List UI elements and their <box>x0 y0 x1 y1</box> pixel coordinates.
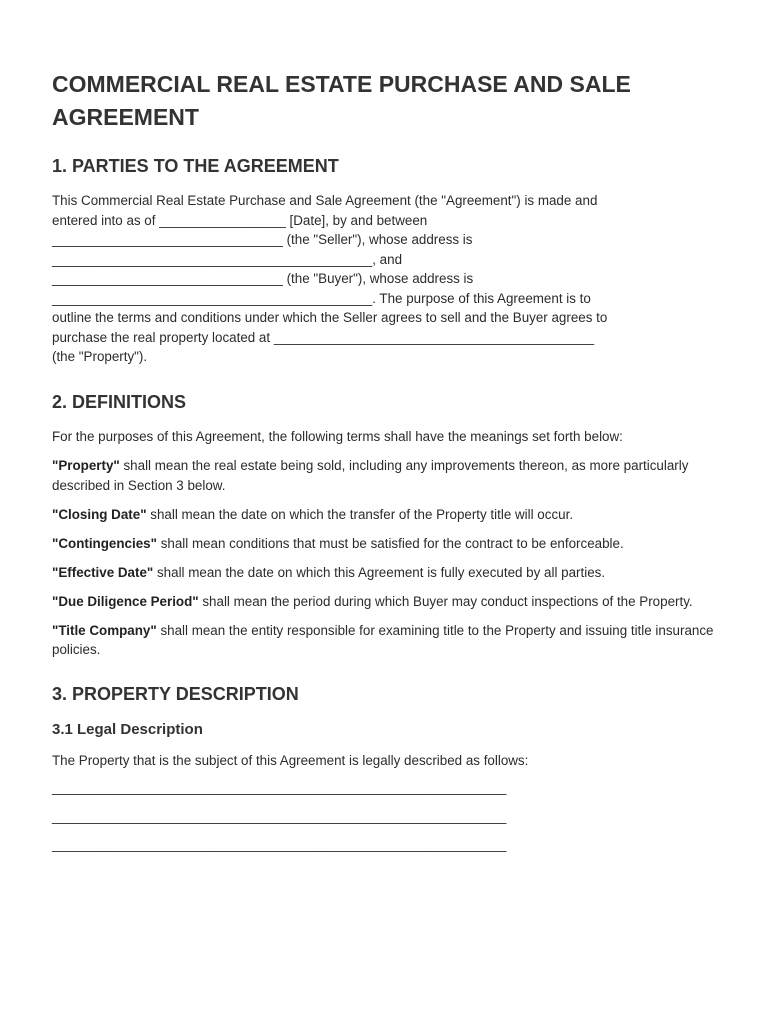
definition-item <box>52 456 722 495</box>
definition-term: "Title Company" <box>52 622 157 638</box>
legal-description-intro: The Property that is the subject of this Agreement is legally described as follows: <box>52 752 529 768</box>
section-2-heading: 2. DEFINITIONS <box>52 391 187 412</box>
definition-term: "Due Diligence Period" <box>52 593 199 609</box>
parties-paragraph <box>52 191 722 367</box>
legal-description-blank-line[interactable]: _____________________________________________________________ <box>52 808 507 824</box>
definition-term: "Contingencies" <box>52 535 157 551</box>
definitions-list <box>52 456 722 660</box>
definitions-intro: For the purposes of this Agreement, the following terms shall have the meanings set forth below: <box>52 428 623 444</box>
definition-text: shall mean the date on which this Agreement is fully executed by all parties. <box>153 564 606 580</box>
parties-line: _______________________________ (the "Seller"), whose address is <box>52 232 473 247</box>
document-page <box>52 68 722 864</box>
subsection-3-1-heading: 3.1 Legal Description <box>52 720 203 738</box>
definition-text: shall mean the real estate being sold, including any improvements thereon, as more particularly described in Section 3 below. <box>52 458 689 493</box>
definition-text: shall mean the entity responsible for examining title to the Property and issuing title insurance policies. <box>52 622 714 657</box>
parties-line: (the "Property"). <box>52 349 148 364</box>
definition-text: shall mean the date on which the transfer of the Property title will occur. <box>146 506 574 522</box>
legal-description-blank-line[interactable]: _____________________________________________________________ <box>52 837 507 852</box>
legal-description-blank-line[interactable]: _____________________________________________________________ <box>52 780 507 795</box>
parties-line: ___________________________________________, and <box>52 251 403 267</box>
definition-term: "Effective Date" <box>52 564 154 580</box>
definition-item <box>52 563 722 583</box>
parties-line: entered into as of _________________ [Date], by and between <box>52 212 428 228</box>
definition-text: shall mean the period during which Buyer may conduct inspections of the Property. <box>198 593 693 609</box>
definition-term: "Property" <box>52 458 120 473</box>
definition-term: "Closing Date" <box>52 506 147 522</box>
section-1-heading: 1. PARTIES TO THE AGREEMENT <box>52 156 339 176</box>
definition-item <box>52 534 722 554</box>
definition-item <box>52 592 722 612</box>
document-title: COMMERCIAL REAL ESTATE PURCHASE AND SALE AGREEMENT <box>52 71 631 130</box>
parties-line: purchase the real property located at ___________________________________________ <box>52 329 595 345</box>
definition-item <box>52 505 722 525</box>
definition-text: shall mean conditions that must be satisfied for the contract to be enforceable. <box>156 535 624 551</box>
parties-line: This Commercial Real Estate Purchase and Sale Agreement (the "Agreement") is made and <box>52 193 598 208</box>
parties-line: outline the terms and conditions under which the Seller agrees to sell and the Buyer agrees to <box>52 310 608 325</box>
parties-line: ___________________________________________. The purpose of this Agreement is to <box>52 290 591 306</box>
section-3-heading: 3. PROPERTY DESCRIPTION <box>52 683 299 704</box>
definition-item <box>52 621 722 660</box>
parties-line: _______________________________ (the "Buyer"), whose address is <box>52 271 474 286</box>
